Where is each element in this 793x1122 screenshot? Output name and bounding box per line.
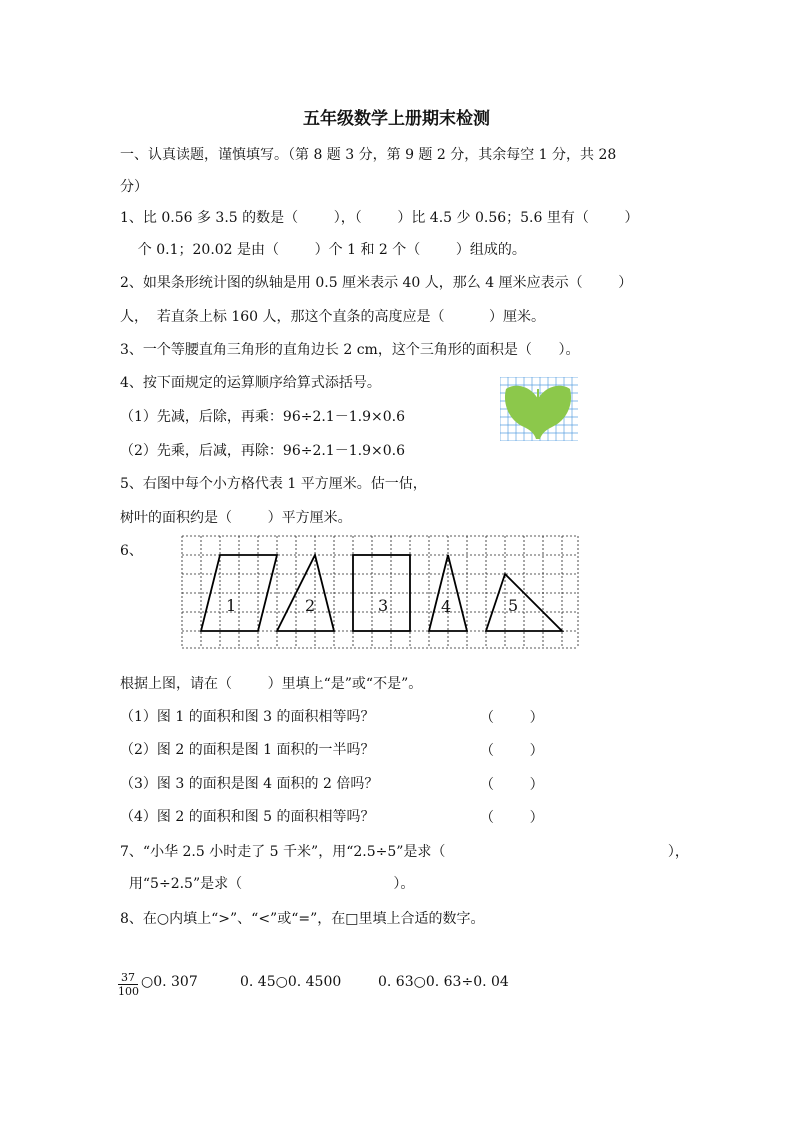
shapes-grid-figure: [180, 534, 580, 654]
question-6-sub2: （2）图 2 的面积是图 1 面积的一半吗？: [120, 742, 375, 758]
question-6-sub3: （3）图 3 的面积是图 4 面积的 2 倍吗？: [120, 776, 379, 792]
question-4-sub2: （2）先乘，后减，再除：96÷2.1－1.9×0.6: [120, 443, 405, 459]
question-6-label: 6、: [120, 543, 143, 559]
compare-expr-1: ○0. 307: [141, 974, 198, 990]
question-5-line2: 树叶的面积约是（ ）平方厘米。: [120, 510, 352, 526]
leaf-grid-figure: [500, 377, 578, 445]
question-7-line2: 用“5÷2.5”是求（ ）。: [120, 876, 415, 892]
question-8: 8、在○内填上“>”、“<”或“=”，在□里填上合适的数字。: [120, 911, 485, 927]
shape-label-3: 3: [378, 596, 389, 615]
question-2-line1: 2、如果条形统计图的纵轴是用 0.5 厘米表示 40 人，那么 4 厘米应表示（ ）: [120, 275, 633, 291]
question-3: 3、一个等腰直角三角形的直角边长 2 cm，这个三角形的面积是（ ）。: [120, 342, 580, 358]
answer-blank[interactable]: （ ）: [480, 777, 544, 793]
shape-5-triangle: [486, 574, 562, 631]
compare-expr-3: 0. 63○0. 63÷0. 04: [378, 974, 509, 990]
question-6-instruction: 根据上图，请在（ ）里填上“是”或“不是”。: [120, 676, 423, 692]
shape-label-1: 1: [226, 596, 237, 615]
shape-3-square: [353, 555, 410, 631]
answer-blank[interactable]: （ ）: [480, 810, 544, 826]
answer-blank[interactable]: （ ）: [480, 710, 544, 726]
section-heading: 一、认真读题，谨慎填写。（第 8 题 3 分，第 9 题 2 分，其余每空 1 分，共 28: [120, 147, 617, 163]
fraction: [118, 971, 138, 998]
fraction-numerator: 37: [118, 971, 138, 985]
answer-blank[interactable]: （ ）: [480, 743, 544, 759]
page-title: 五年级数学上册期末检测: [303, 109, 490, 129]
shape-2-triangle: [277, 555, 334, 631]
question-7-line1: 7、“小华 2.5 小时走了 5 千米”，用“2.5÷5”是求（ ），: [120, 844, 689, 860]
section-heading-cont: 分）: [120, 179, 148, 195]
question-4-sub1: （1）先减，后除，再乘：96÷2.1－1.9×0.6: [120, 409, 405, 425]
question-5-line1: 5、右图中每个小方格代表 1 平方厘米。估一估，: [120, 476, 427, 492]
shape-label-4: 4: [441, 597, 452, 616]
question-1-line1: 1、比 0.56 多 3.5 的数是（ ），（ ）比 4.5 少 0.56；5.6 里有（ ）: [120, 210, 639, 226]
question-4: 4、按下面规定的运算顺序给算式添括号。: [120, 375, 381, 391]
compare-expr-2: 0. 45○0. 4500: [240, 974, 342, 990]
fraction-denominator: 100: [118, 985, 139, 998]
question-1-line2: 个 0.1；20.02 是由（ ）个 1 和 2 个（ ）组成的。: [120, 242, 526, 258]
shape-label-5: 5: [508, 596, 519, 615]
question-2-line2: 人， 若直条上标 160 人，那这个直条的高度应是（ ）厘米。: [120, 309, 546, 325]
shape-label-2: 2: [305, 596, 316, 615]
question-6-sub1: （1）图 1 的面积和图 3 的面积相等吗？: [120, 709, 375, 725]
question-6-sub4: （4）图 2 的面积和图 5 的面积相等吗？: [120, 809, 375, 825]
